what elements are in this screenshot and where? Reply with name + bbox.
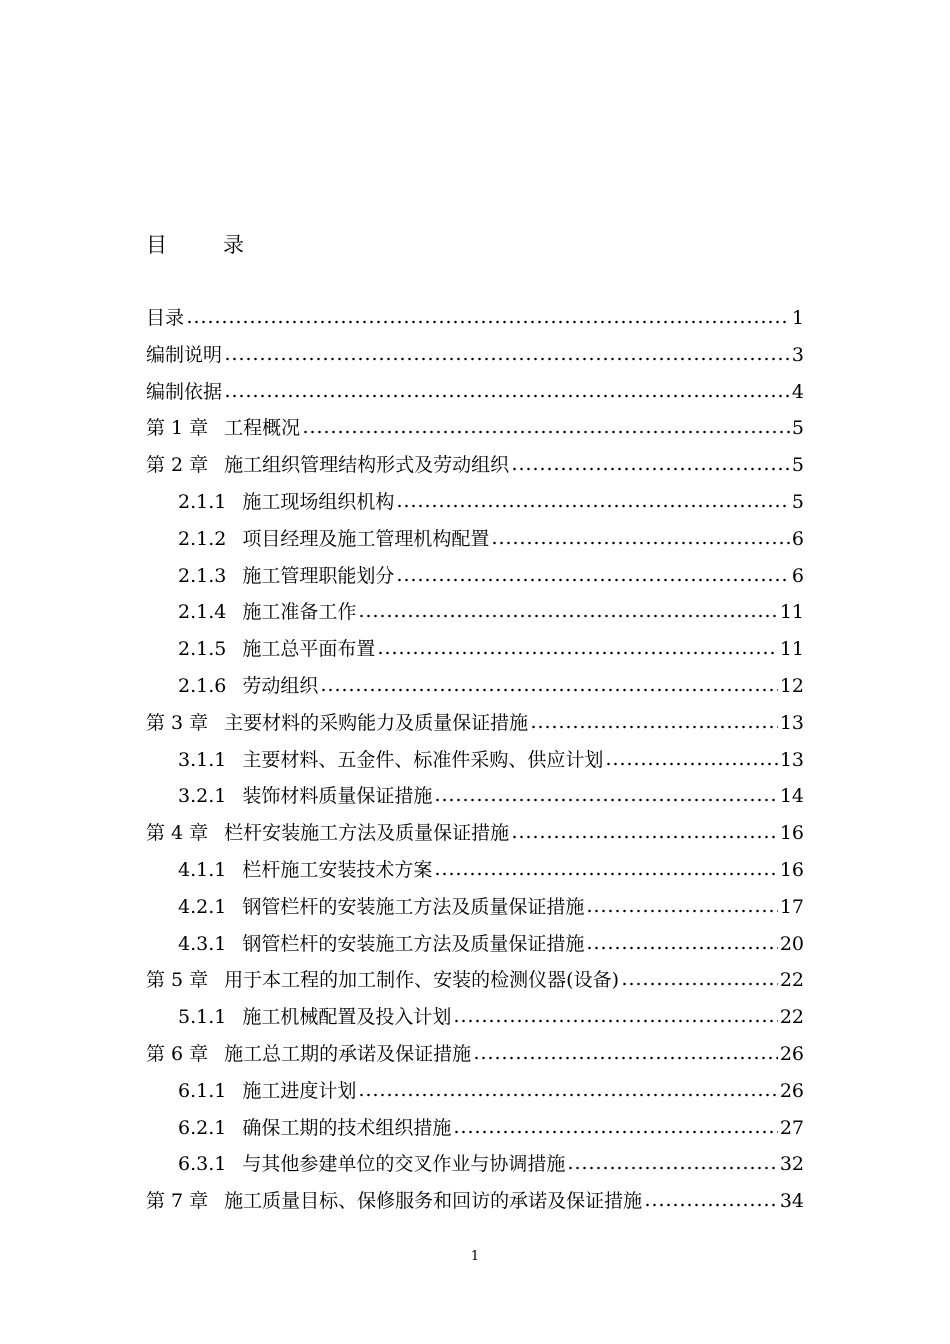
- toc-entry-number: 6.1.1: [178, 1079, 227, 1102]
- toc-leader-dots: [473, 1056, 778, 1060]
- toc-entry[interactable]: [146, 449, 804, 477]
- toc-entry-number: 2.1.1: [178, 491, 227, 513]
- toc-entry-page: 13: [779, 748, 804, 771]
- toc-leader-dots: [396, 504, 790, 508]
- toc-entry-label: 工程概况: [224, 417, 301, 440]
- toc-entry-page: 26: [779, 1079, 804, 1102]
- toc-entry-label: 施工现场组织机构: [242, 491, 395, 513]
- toc-leader-dots: [358, 1093, 777, 1097]
- toc-entry-label: 栏杆施工安装技术方案: [242, 859, 433, 881]
- toc-entry-label: 施工总平面布置: [242, 638, 376, 661]
- toc-entry[interactable]: [178, 670, 804, 698]
- toc-entry-number: 第 2 章: [146, 454, 209, 477]
- toc-entry-number: 3.1.1: [178, 748, 227, 771]
- toc-leader-dots: [567, 1166, 777, 1170]
- toc-entry-number: 4.1.1: [178, 859, 227, 881]
- toc-entry-page: 12: [779, 675, 804, 697]
- toc-entry-label: 钢管栏杆的安装施工方法及质量保证措施: [242, 895, 585, 918]
- toc-entry-label: 施工质量目标、保修服务和回访的承诺及保证措施: [224, 1190, 643, 1213]
- toc-entry-number: 4.3.1: [178, 932, 227, 955]
- toc-leader-dots: [530, 725, 778, 729]
- toc-entry-label: 栏杆安装施工方法及质量保证措施: [224, 822, 510, 845]
- toc-entry-label: 主要材料、五金件、标准件采购、供应计划: [242, 748, 604, 771]
- toc-entry-label: 与其他参建单位的交叉作业与协调措施: [242, 1153, 566, 1176]
- toc-entry-label: 用于本工程的加工制作、安装的检测仪器(设备): [224, 969, 619, 992]
- toc-leader-dots: [396, 578, 790, 582]
- toc-entry-page: 22: [779, 1006, 804, 1029]
- toc-leader-dots: [186, 320, 790, 324]
- toc-entry-page: 11: [779, 638, 804, 661]
- toc-entry-page: 16: [779, 859, 804, 881]
- toc-entry[interactable]: [178, 744, 804, 772]
- toc-entry-label: 施工管理职能划分: [242, 564, 395, 587]
- toc-entry-label: 确保工期的技术组织措施: [242, 1116, 452, 1139]
- toc-entry[interactable]: [178, 891, 804, 919]
- toc-heading-right: 录: [223, 233, 244, 257]
- toc-leader-dots: [644, 1203, 778, 1207]
- toc-entry-page: 16: [779, 822, 804, 845]
- toc-entry[interactable]: [178, 486, 804, 514]
- toc-entry-number: 第 7 章: [146, 1190, 209, 1213]
- toc-entry[interactable]: [178, 780, 804, 808]
- toc-entry-page: 27: [779, 1116, 804, 1139]
- toc-entry[interactable]: [146, 1038, 804, 1066]
- toc-entry-label: 主要材料的采购能力及质量保证措施: [224, 711, 529, 734]
- toc-entry-page: 6: [791, 564, 804, 587]
- toc-entry[interactable]: [146, 376, 804, 404]
- toc-entry-number: 第 4 章: [146, 822, 209, 845]
- toc-entry[interactable]: [146, 412, 804, 440]
- toc-entry-page: 34: [779, 1190, 804, 1213]
- toc-entry-number: 第 6 章: [146, 1043, 209, 1065]
- toc-entry[interactable]: [178, 854, 804, 882]
- toc-entry[interactable]: [146, 707, 804, 735]
- toc-entry[interactable]: [146, 964, 804, 992]
- toc-entry-page: 20: [779, 932, 804, 955]
- toc-entry-number: 2.1.2: [178, 527, 227, 550]
- toc-leader-dots: [224, 394, 790, 398]
- toc-leader-dots: [224, 357, 790, 361]
- toc-entry-label: 施工准备工作: [242, 601, 357, 624]
- toc-entry-page: 32: [779, 1153, 804, 1176]
- toc-entry-label: 施工机械配置及投入计划: [242, 1006, 452, 1029]
- toc-entry-page: 5: [791, 417, 804, 440]
- toc-leader-dots: [302, 430, 790, 434]
- toc-entry-page: 13: [779, 711, 804, 734]
- toc-entry-label: 装饰材料质量保证措施: [242, 785, 433, 808]
- toc-entry-number: 第 1 章: [146, 417, 209, 440]
- toc-entry[interactable]: [178, 1148, 804, 1176]
- footer-page-number: 1: [470, 1249, 480, 1264]
- toc-entry-label: 钢管栏杆的安装施工方法及质量保证措施: [242, 932, 585, 955]
- toc-entry-number: 6.3.1: [178, 1153, 227, 1176]
- toc-entry[interactable]: [178, 928, 804, 956]
- toc-entry-page: 11: [779, 601, 804, 624]
- toc-entry-number: 2.1.3: [178, 564, 227, 587]
- toc-entry[interactable]: [178, 560, 804, 588]
- toc-leader-dots: [320, 688, 777, 692]
- toc-entry-number: 3.2.1: [178, 785, 227, 808]
- toc-entry[interactable]: [178, 633, 804, 661]
- toc-entry-label: 目录: [146, 307, 185, 329]
- toc-entry-page: 1: [791, 307, 804, 329]
- toc-entry[interactable]: [178, 523, 804, 551]
- toc-leader-dots: [491, 541, 790, 545]
- toc-entry-page: 22: [779, 969, 804, 992]
- toc-entry[interactable]: [146, 817, 804, 845]
- toc-entry-page: 4: [791, 380, 804, 403]
- toc-leader-dots: [453, 1019, 777, 1023]
- toc-entry[interactable]: [178, 1001, 804, 1029]
- toc-entry-number: 2.1.6: [178, 675, 227, 697]
- toc-leader-dots: [605, 762, 777, 766]
- toc-entry[interactable]: [146, 1185, 804, 1213]
- toc-entry-label: 编制依据: [146, 380, 223, 403]
- toc-heading-left: 目: [146, 233, 167, 257]
- toc-entry-number: 第 3 章: [146, 711, 209, 734]
- toc-entry[interactable]: [146, 339, 804, 367]
- toc-leader-dots: [586, 946, 777, 950]
- toc-leader-dots: [511, 467, 790, 471]
- toc-entry-number: 2.1.4: [178, 601, 227, 624]
- toc-leader-dots: [434, 798, 777, 802]
- toc-entry-label: 施工组织管理结构形式及劳动组织: [224, 454, 510, 477]
- toc-entry-number: 6.2.1: [178, 1116, 227, 1139]
- toc-entry-label: 劳动组织: [242, 675, 319, 697]
- toc-entry-page: 5: [791, 491, 804, 513]
- toc-entry-page: 17: [779, 895, 804, 918]
- toc-entry[interactable]: [178, 1112, 804, 1140]
- toc-entry-number: 2.1.5: [178, 638, 227, 661]
- toc-entry[interactable]: [146, 302, 804, 330]
- toc-leader-dots: [586, 909, 777, 913]
- toc-leader-dots: [434, 872, 777, 876]
- toc-entry-page: 14: [779, 785, 804, 808]
- toc-entry[interactable]: [178, 1075, 804, 1103]
- toc-leader-dots: [453, 1130, 777, 1134]
- toc-leader-dots: [621, 982, 778, 986]
- toc-entry-label: 施工总工期的承诺及保证措施: [224, 1043, 472, 1065]
- toc-entry-number: 第 5 章: [146, 969, 209, 992]
- toc-entry-number: 4.2.1: [178, 895, 227, 918]
- toc-entry-page: 3: [791, 343, 804, 366]
- toc-entry-label: 施工进度计划: [242, 1079, 357, 1102]
- toc-leader-dots: [377, 651, 777, 655]
- toc-entry-page: 26: [779, 1043, 804, 1065]
- toc-entry-label: 项目经理及施工管理机构配置: [242, 527, 490, 550]
- toc-entry[interactable]: [178, 596, 804, 624]
- toc-leader-dots: [358, 614, 777, 618]
- toc-entry-page: 5: [791, 454, 804, 477]
- toc-entry-label: 编制说明: [146, 343, 223, 366]
- toc-entry-page: 6: [791, 527, 804, 550]
- toc-entry-number: 5.1.1: [178, 1006, 227, 1029]
- toc-leader-dots: [511, 835, 778, 839]
